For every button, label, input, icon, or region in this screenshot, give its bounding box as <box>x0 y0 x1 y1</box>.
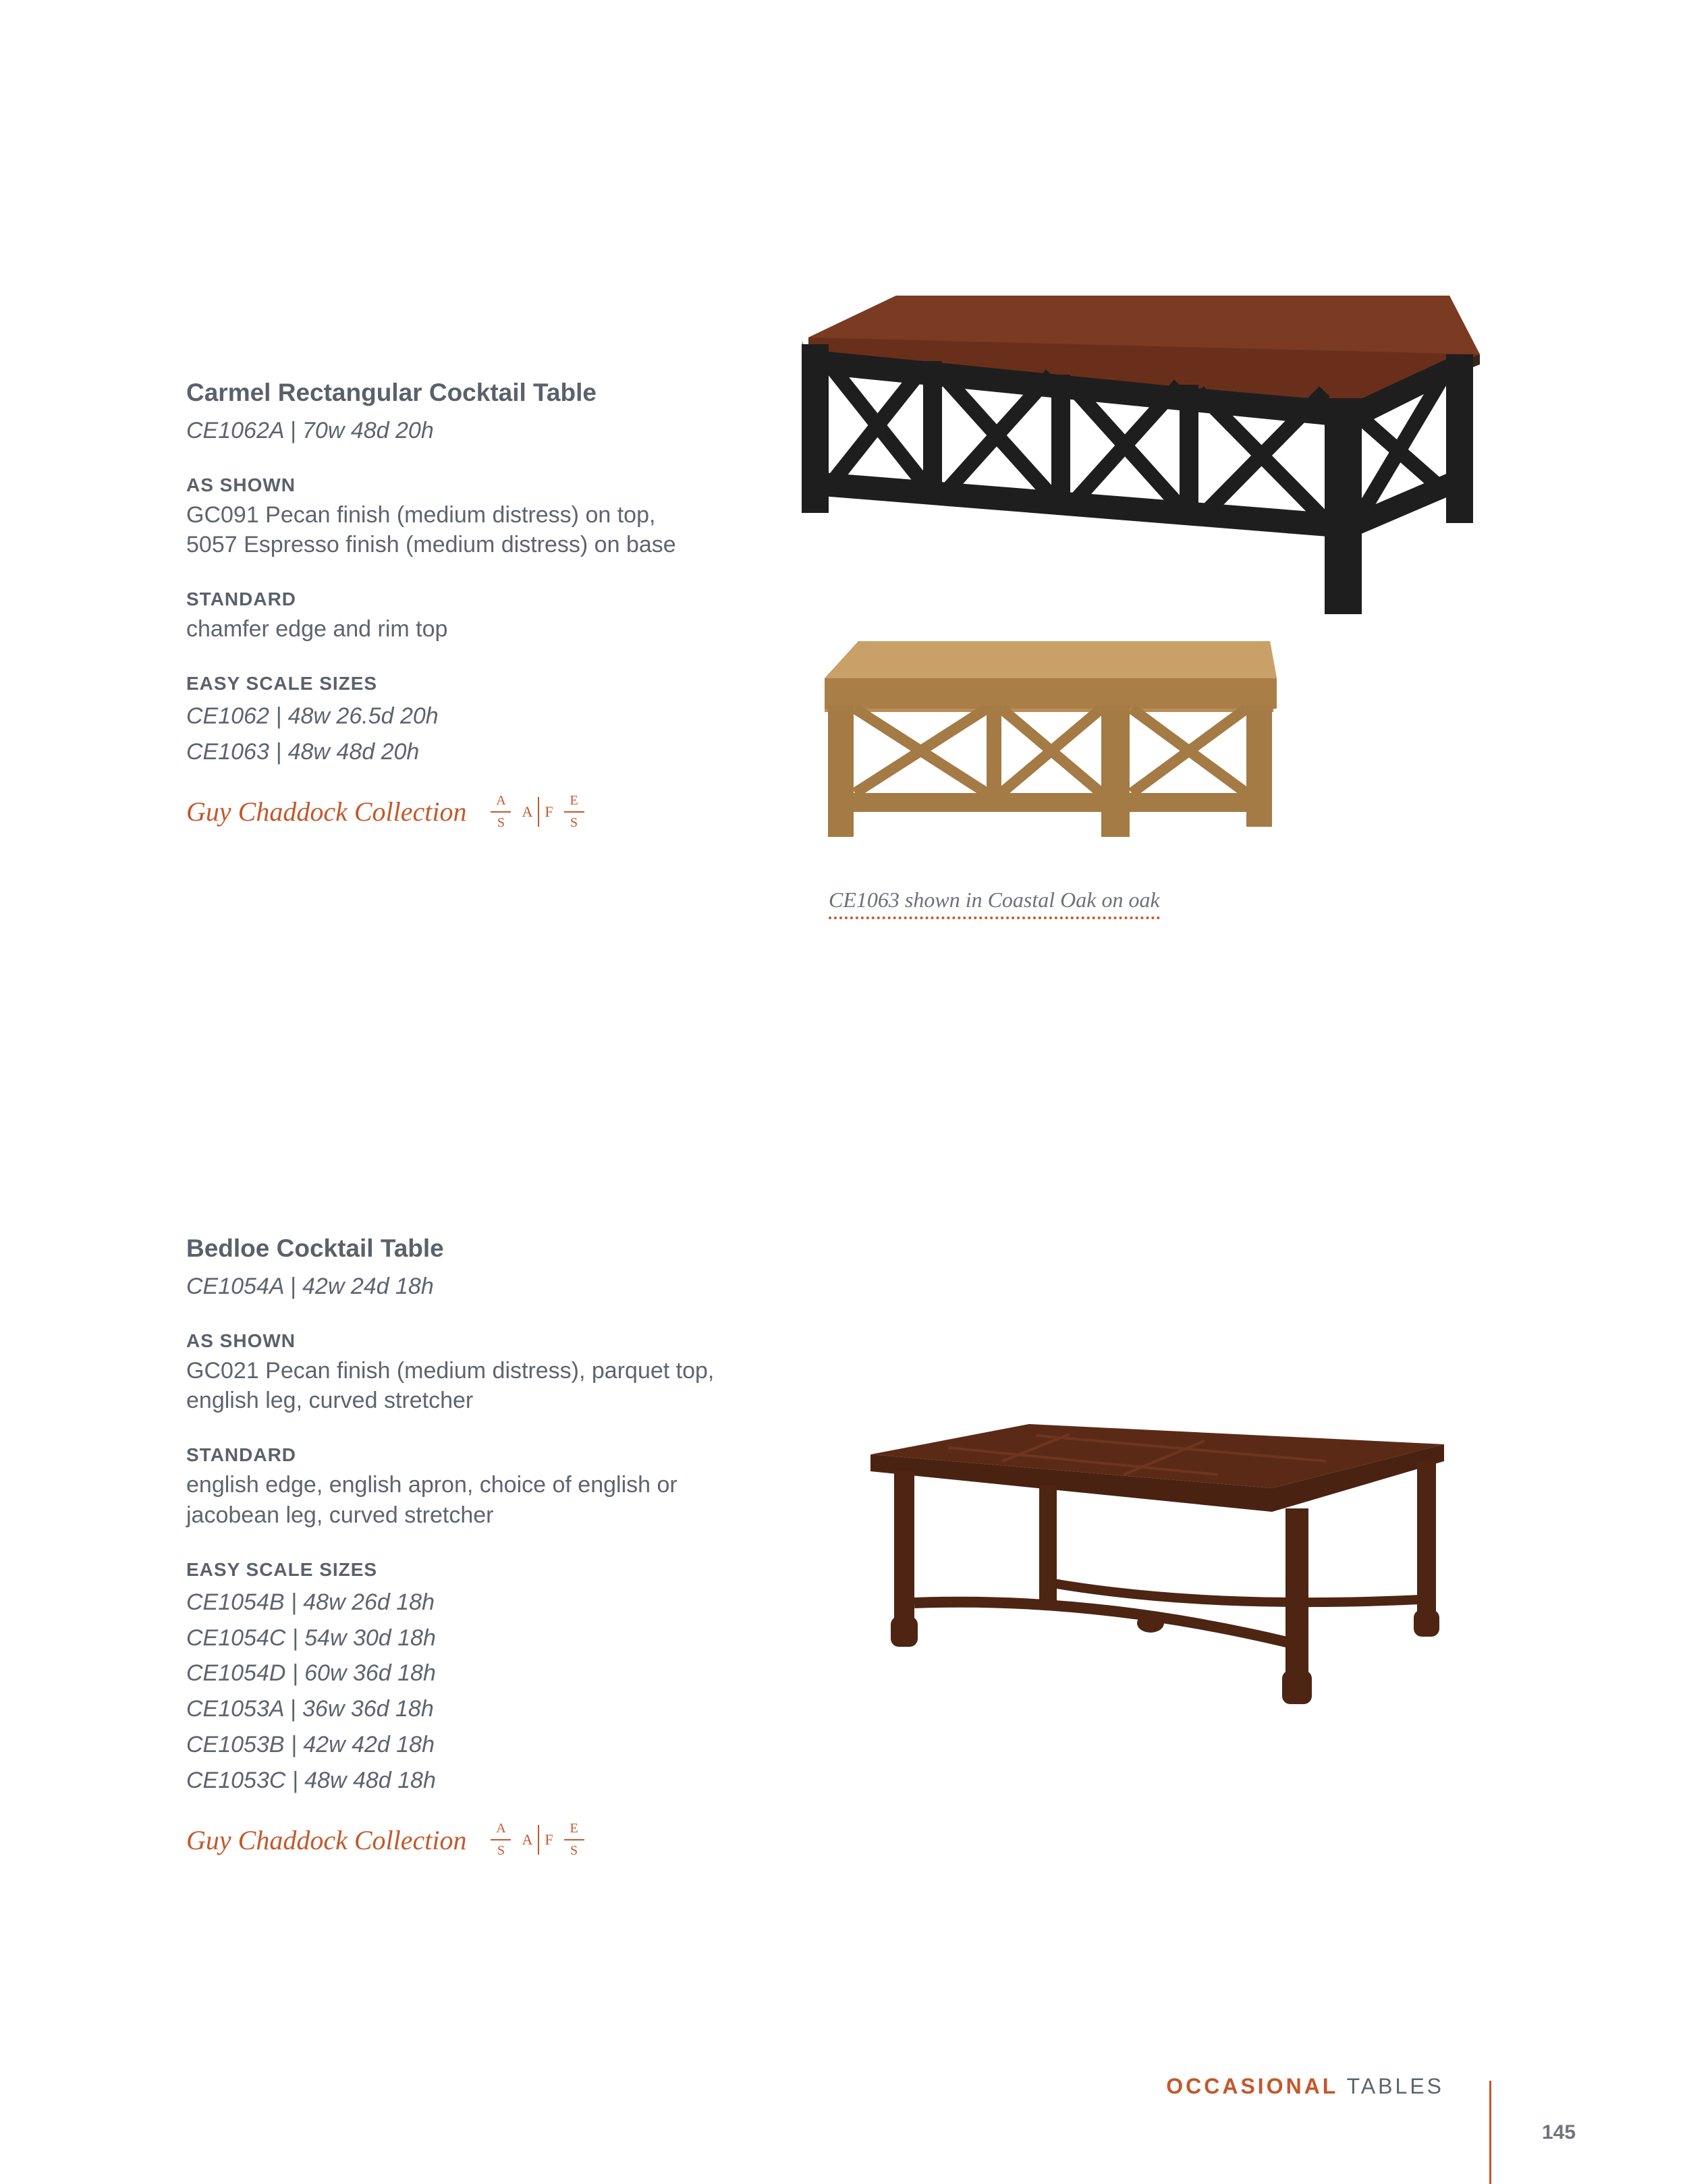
bedloe-table-photo <box>867 1421 1447 1711</box>
logo-letter: F <box>545 1831 553 1849</box>
as-shown-line: english leg, curved stretcher <box>186 1388 474 1414</box>
footer-accent: OCCASIONAL <box>1166 2074 1339 2098</box>
logo-letter: S <box>570 815 578 830</box>
as-shown-line: 5057 Espresso finish (medium distress) on base <box>186 532 676 558</box>
section-footer <box>1166 2074 1444 2099</box>
as-shown-label: AS SHOWN <box>186 1330 296 1351</box>
standard-line: jacobean leg, curved stretcher <box>186 1502 494 1529</box>
collection-name: Guy Chaddock Collection <box>186 796 467 827</box>
size-line: CE1053C | 48w 48d 18h <box>186 1767 436 1793</box>
footer-divider <box>1489 2081 1491 2184</box>
logo-letter: S <box>497 815 505 830</box>
logo-letter: A <box>522 1831 533 1849</box>
standard-line: english edge, english apron, choice of english or <box>186 1472 677 1498</box>
sizes-label: EASY SCALE SIZES <box>186 1559 378 1581</box>
sizes-label: EASY SCALE SIZES <box>186 673 378 694</box>
size-line: CE1053A | 36w 36d 18h <box>186 1696 434 1722</box>
size-line: CE1063 | 48w 48d 20h <box>186 738 420 765</box>
size-line: CE1062 | 48w 26.5d 20h <box>186 703 439 730</box>
logo-letter: E <box>570 792 578 808</box>
size-line: CE1053B | 42w 42d 18h <box>186 1731 435 1757</box>
product-title: Bedloe Cocktail Table <box>186 1234 444 1262</box>
as-shown-line: GC091 Pecan finish (medium distress) on top, <box>186 501 656 528</box>
size-line: CE1054B | 48w 26d 18h <box>186 1589 435 1616</box>
collection-row <box>186 793 861 831</box>
logo-letter: A <box>496 1821 506 1836</box>
logo-letter: E <box>570 1821 578 1836</box>
standard-label: STANDARD <box>186 589 297 610</box>
size-line: CE1054D | 60w 36d 18h <box>186 1660 436 1687</box>
ases-logo <box>489 793 585 831</box>
footer-rest: TABLES <box>1346 2074 1444 2098</box>
logo-letter: A <box>496 792 506 808</box>
as-shown-line: GC021 Pecan finish (medium distress), parquet top, <box>186 1357 715 1384</box>
ce1063-table-photo <box>825 638 1283 840</box>
product-carmel <box>186 378 861 831</box>
logo-letter: F <box>545 802 553 820</box>
size-line: CE1054C | 54w 30d 18h <box>186 1625 436 1651</box>
carmel-table-photo <box>802 290 1483 614</box>
logo-letter: S <box>570 1843 578 1859</box>
collection-name: Guy Chaddock Collection <box>186 1824 467 1855</box>
product-title: Carmel Rectangular Cocktail Table <box>186 379 597 406</box>
product-bedloe <box>186 1234 861 1859</box>
photo-caption: CE1063 shown in Coastal Oak on oak <box>829 888 1160 919</box>
standard-label: STANDARD <box>186 1444 297 1466</box>
logo-letter: A <box>522 802 533 820</box>
logo-letter: S <box>497 1843 505 1859</box>
product-sku: CE1054A | 42w 24d 18h <box>186 1274 434 1300</box>
product-sku: CE1062A | 70w 48d 20h <box>186 418 434 444</box>
collection-row <box>186 1821 861 1859</box>
standard-line: chamfer edge and rim top <box>186 616 448 643</box>
page-number: 145 <box>1542 2121 1576 2144</box>
as-shown-label: AS SHOWN <box>186 474 296 495</box>
ases-logo <box>489 1821 585 1859</box>
